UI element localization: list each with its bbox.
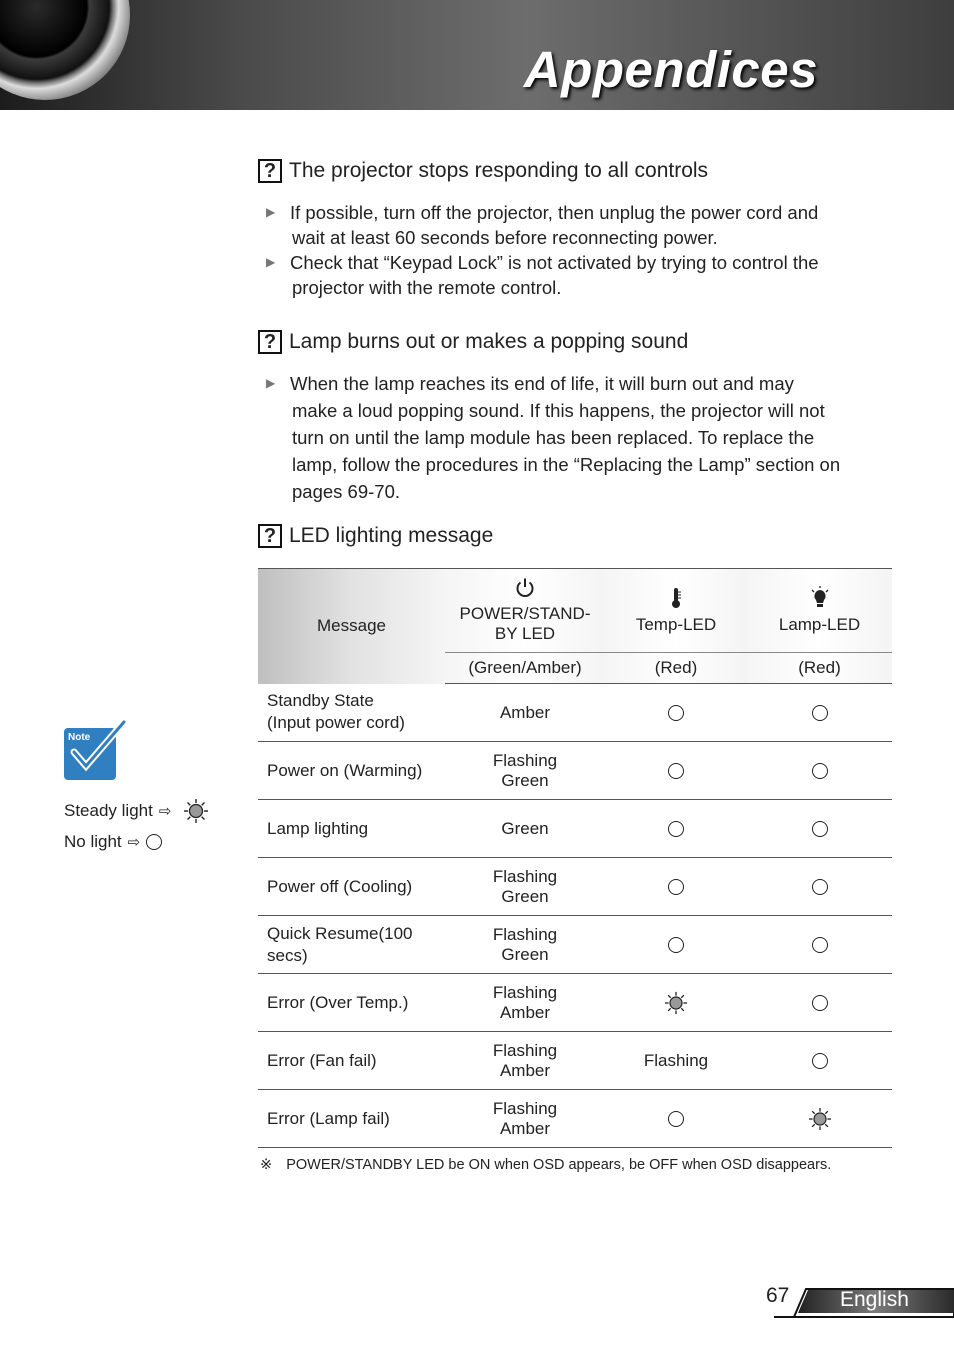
no-light-icon [146, 834, 162, 850]
cell-state: Error (Fan fail) [258, 1032, 445, 1090]
cell-temp [605, 858, 747, 916]
subheader-power: (Green/Amber) [445, 653, 605, 684]
no-light-icon [668, 879, 684, 895]
section-heading-controls [258, 159, 708, 183]
no-light-icon [812, 1053, 828, 1069]
note-icon [64, 720, 128, 782]
cell-lamp [747, 1090, 892, 1148]
page-title: Appendices [523, 41, 818, 98]
footnote: ※ POWER/STANDBY LED be ON when OSD appears, be OFF when OSD disappears. [260, 1157, 832, 1173]
subheader-lamp: (Red) [747, 653, 892, 684]
table-row [258, 684, 892, 742]
cell-lamp [747, 916, 892, 974]
page-number: 67 [766, 1284, 790, 1307]
power-icon [514, 577, 536, 599]
no-light-icon [812, 995, 828, 1011]
question-icon: ? [258, 330, 282, 354]
steady-light-icon [183, 798, 209, 824]
arrow-right-icon: ⇨ [158, 803, 172, 820]
table-header-row [258, 569, 892, 653]
cell-temp [605, 916, 747, 974]
led-table [258, 568, 892, 1148]
question-icon: ? [258, 159, 282, 183]
cell-state: Standby State (Input power cord) [258, 684, 445, 742]
no-light-icon [812, 937, 828, 953]
lamp-icon [810, 586, 830, 610]
section-title: Lamp burns out or makes a popping sound [289, 330, 689, 353]
cell-lamp [747, 742, 892, 800]
table-row [258, 974, 892, 1032]
no-light-icon [668, 821, 684, 837]
cell-lamp [747, 800, 892, 858]
cell-lamp [747, 858, 892, 916]
section-title: The projector stops responding to all controls [289, 159, 709, 182]
cell-power: Flashing Green [445, 858, 605, 916]
cell-state: Lamp lighting [258, 800, 445, 858]
no-light-icon [812, 879, 828, 895]
bullet-arrow-icon: ▶ [266, 255, 276, 269]
cell-lamp [747, 974, 892, 1032]
header-lamp: Lamp-LED [747, 569, 892, 653]
header-power: POWER/STAND- BY LED [445, 569, 605, 653]
no-light-icon [812, 821, 828, 837]
language-label: English [840, 1288, 909, 1311]
cell-state: Error (Lamp fail) [258, 1090, 445, 1148]
cell-temp [605, 684, 747, 742]
list-item: ▶ If possible, turn off the projector, then unplug the power cord and wait at least 60 seconds before reconnecting power. [266, 202, 819, 248]
cell-temp [605, 800, 747, 858]
thermometer-icon [669, 586, 683, 610]
cell-temp [605, 742, 747, 800]
table-row [258, 1090, 892, 1148]
cell-lamp [747, 684, 892, 742]
section-body-lamp [266, 370, 902, 505]
asterisk-icon: ※ [260, 1157, 273, 1173]
steady-light-icon [808, 1107, 832, 1131]
cell-temp: Flashing [605, 1032, 747, 1090]
cell-temp [605, 974, 747, 1032]
lens-graphic [0, 0, 130, 100]
no-light-icon [668, 763, 684, 779]
table-row [258, 1032, 892, 1090]
bullet-arrow-icon: ▶ [266, 205, 276, 219]
cell-state: Error (Over Temp.) [258, 974, 445, 1032]
question-icon: ? [258, 524, 282, 548]
section-body-controls [266, 200, 902, 300]
list-item: ▶ Check that “Keypad Lock” is not activated by trying to control the projector with the remote control. [266, 252, 819, 298]
section-title: LED lighting message [289, 524, 494, 547]
page-header [0, 0, 954, 110]
cell-state: Power on (Warming) [258, 742, 445, 800]
section-heading-led [258, 524, 493, 548]
cell-power: Green [445, 800, 605, 858]
steady-light-icon [664, 991, 688, 1015]
no-light-icon [812, 705, 828, 721]
cell-power: Amber [445, 684, 605, 742]
cell-temp [605, 1090, 747, 1148]
cell-power: Flashing Green [445, 742, 605, 800]
no-light-icon [812, 763, 828, 779]
table-row [258, 916, 892, 974]
cell-power: Flashing Amber [445, 974, 605, 1032]
table-row [258, 800, 892, 858]
page-footer [766, 1284, 954, 1319]
header-message: Message [258, 569, 445, 684]
svg-text:Note: Note [68, 732, 91, 743]
header-temp: Temp-LED [605, 569, 747, 653]
arrow-right-icon: ⇨ [127, 834, 141, 851]
bullet-arrow-icon: ▶ [266, 376, 276, 390]
table-body [258, 684, 892, 1148]
cell-lamp [747, 1032, 892, 1090]
cell-power: Flashing Green [445, 916, 605, 974]
no-light-icon [668, 937, 684, 953]
no-light-icon [668, 705, 684, 721]
section-heading-lamp [258, 330, 688, 354]
cell-state: Quick Resume(100 secs) [258, 916, 445, 974]
legend-steady: Steady light ⇨ [64, 798, 209, 824]
legend-nolight: No light ⇨ [64, 832, 162, 852]
cell-power: Flashing Amber [445, 1032, 605, 1090]
table-row [258, 742, 892, 800]
cell-power: Flashing Amber [445, 1090, 605, 1148]
table-row [258, 858, 892, 916]
list-item: ▶ When the lamp reaches its end of life, it will burn out and may make a loud popping sound. If this happens, the projector will not turn on until the lamp module has been replaced. To replace the lamp, follow the procedures in the “Replacing the Lamp” section on pages 69-70. [266, 370, 902, 505]
cell-state: Power off (Cooling) [258, 858, 445, 916]
subheader-temp: (Red) [605, 653, 747, 684]
no-light-icon [668, 1111, 684, 1127]
